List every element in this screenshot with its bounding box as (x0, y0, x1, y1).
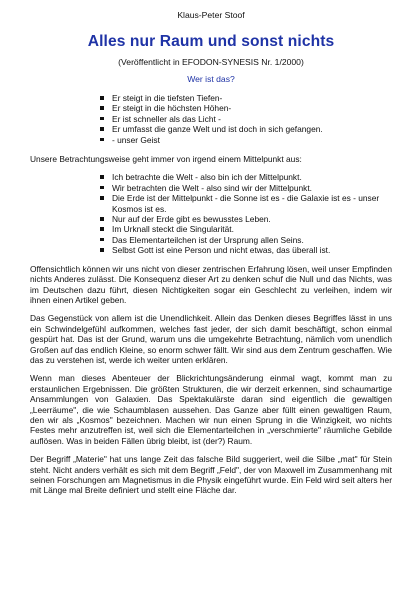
list-item (100, 135, 392, 145)
bullet-square-icon (100, 186, 104, 190)
list-item (100, 103, 392, 113)
list-item (100, 172, 392, 182)
body-paragraph: Der Begriff „Materie" hat uns lange Zeit das falsche Bild suggeriert, weil die Silbe „mat" für Stein steht. Nicht anders verhält es sich mit dem Begriff „Feld", der von Maxwell im Zusammenhang mit seinen Forschungen am Magnetismus in die Physik eingeführt wurde. Ein Feld wird seit alters her mit Länge mal Breite definiert und stellt eine Fläche dar. (30, 454, 392, 496)
body-paragraph: Das Gegenstück von allem ist die Unendlichkeit. Allein das Denken dieses Begriffes lässt in uns ein Schwindelgefühl aufkommen, welches fast jeder, der sich damit beschäftigt, schon einmal gespürt hat. Das ist der Grund, warum uns die umgekehrte Betrachtung, nämlich vom unendlich Großen auf das endlich Kleine, so enorm schwer fällt. Wir sind aus dem Zentrum geschaffen. Wie das zu verstehen ist, werde ich weiter unten erklären. (30, 313, 392, 365)
bullet-square-icon (100, 96, 104, 100)
bullet-square-icon (100, 196, 104, 200)
bullet-square-icon (100, 138, 104, 142)
list-item (100, 114, 392, 124)
body-paragraph: Offensichtlich können wir uns nicht von dieser zentrischen Erfahrung lösen, weil unser Empfinden nichts Anderes zulässt. Die Konsequenz dieser Art zu denken schuf die Null und das Nichts, was im Deutschen dazu führt, diesen Nichtigkeiten sogar ein Geschlecht zu verleihen, indem wir ihnen einen Artikel geben. (30, 263, 392, 305)
question-list (30, 93, 392, 145)
intro-paragraph: Unsere Betrachtungsweise geht immer von irgend einem Mittelpunkt aus: (30, 154, 302, 165)
list-item-text: Selbst Gott ist eine Person und nicht etwas, das überall ist. (112, 245, 331, 256)
list-item-text: Nur auf der Erde gibt es bewusstes Leben. (112, 214, 271, 225)
bullet-square-icon (100, 117, 104, 121)
list-item (100, 93, 392, 103)
list-item (100, 193, 392, 214)
list-item (100, 124, 392, 134)
body-paragraph: Wenn man dieses Abenteuer der Blickrichtungsänderung einmal wagt, kommt man zu erstaunlichen Ergebnissen. Die größten Strukturen, die wir derzeit erkennen, sind schaumartige Ansammlungen von Galaxien. Das Spektakulärste daran sind eigentlich die gewaltigen „Leerräume", die wie Schaumblasen aussehen. Das Ganze aber füllt einen gewaltigen Raum, den wir als „Kosmos" bezeichnen. Machen wir nun einen Sprung in die Winzigkeit, wo nichts Festes mehr anzutreffen ist, weil sich die Elementarteilchen in „verschmierte" räumliche Gebilde auflösen. Was in beiden Fällen übrig bleibt, ist (der?) Raum. (30, 373, 392, 446)
document-title: Alles nur Raum und sonst nichts (87, 33, 335, 50)
publication-note: (Veröffentlicht in EFODON-SYNESIS Nr. 1/2000) (118, 57, 304, 67)
list-item-text: Er umfasst die ganze Welt und ist doch in sich gefangen. (112, 124, 323, 135)
list-item (100, 183, 392, 193)
bullet-square-icon (100, 248, 104, 252)
author-name: Klaus-Peter Stoof (177, 10, 245, 20)
list-item-text: - unser Geist (112, 134, 160, 145)
bullet-square-icon (100, 106, 104, 110)
list-item-text: Er ist schneller als das Licht - (112, 113, 221, 124)
list-item-text: Er steigt in die höchsten Höhen- (112, 103, 232, 114)
section-heading: Wer ist das? (187, 74, 235, 84)
list-item-text: Die Erde ist der Mittelpunkt - die Sonne ist es - die Galaxie ist es - unser Kosmos ist es. (112, 193, 380, 214)
list-item-text: Das Elementarteilchen ist der Ursprung allen Seins. (112, 234, 304, 245)
list-item-text: Ich betrachte die Welt - also bin ich der Mittelpunkt. (112, 172, 302, 183)
bullet-square-icon (100, 127, 104, 131)
bullet-square-icon (100, 238, 104, 242)
list-item (100, 235, 392, 245)
list-item (100, 224, 392, 234)
list-item (100, 214, 392, 224)
bullet-square-icon (100, 227, 104, 231)
list-item (100, 245, 392, 255)
list-item-text: Im Urknall steckt die Singularität. (112, 224, 234, 235)
viewpoint-list (30, 172, 392, 255)
list-item-text: Er steigt in die tiefsten Tiefen- (112, 93, 223, 103)
bullet-square-icon (100, 175, 104, 179)
list-item-text: Wir betrachten die Welt - also sind wir der Mittelpunkt. (112, 182, 312, 193)
bullet-square-icon (100, 217, 104, 221)
